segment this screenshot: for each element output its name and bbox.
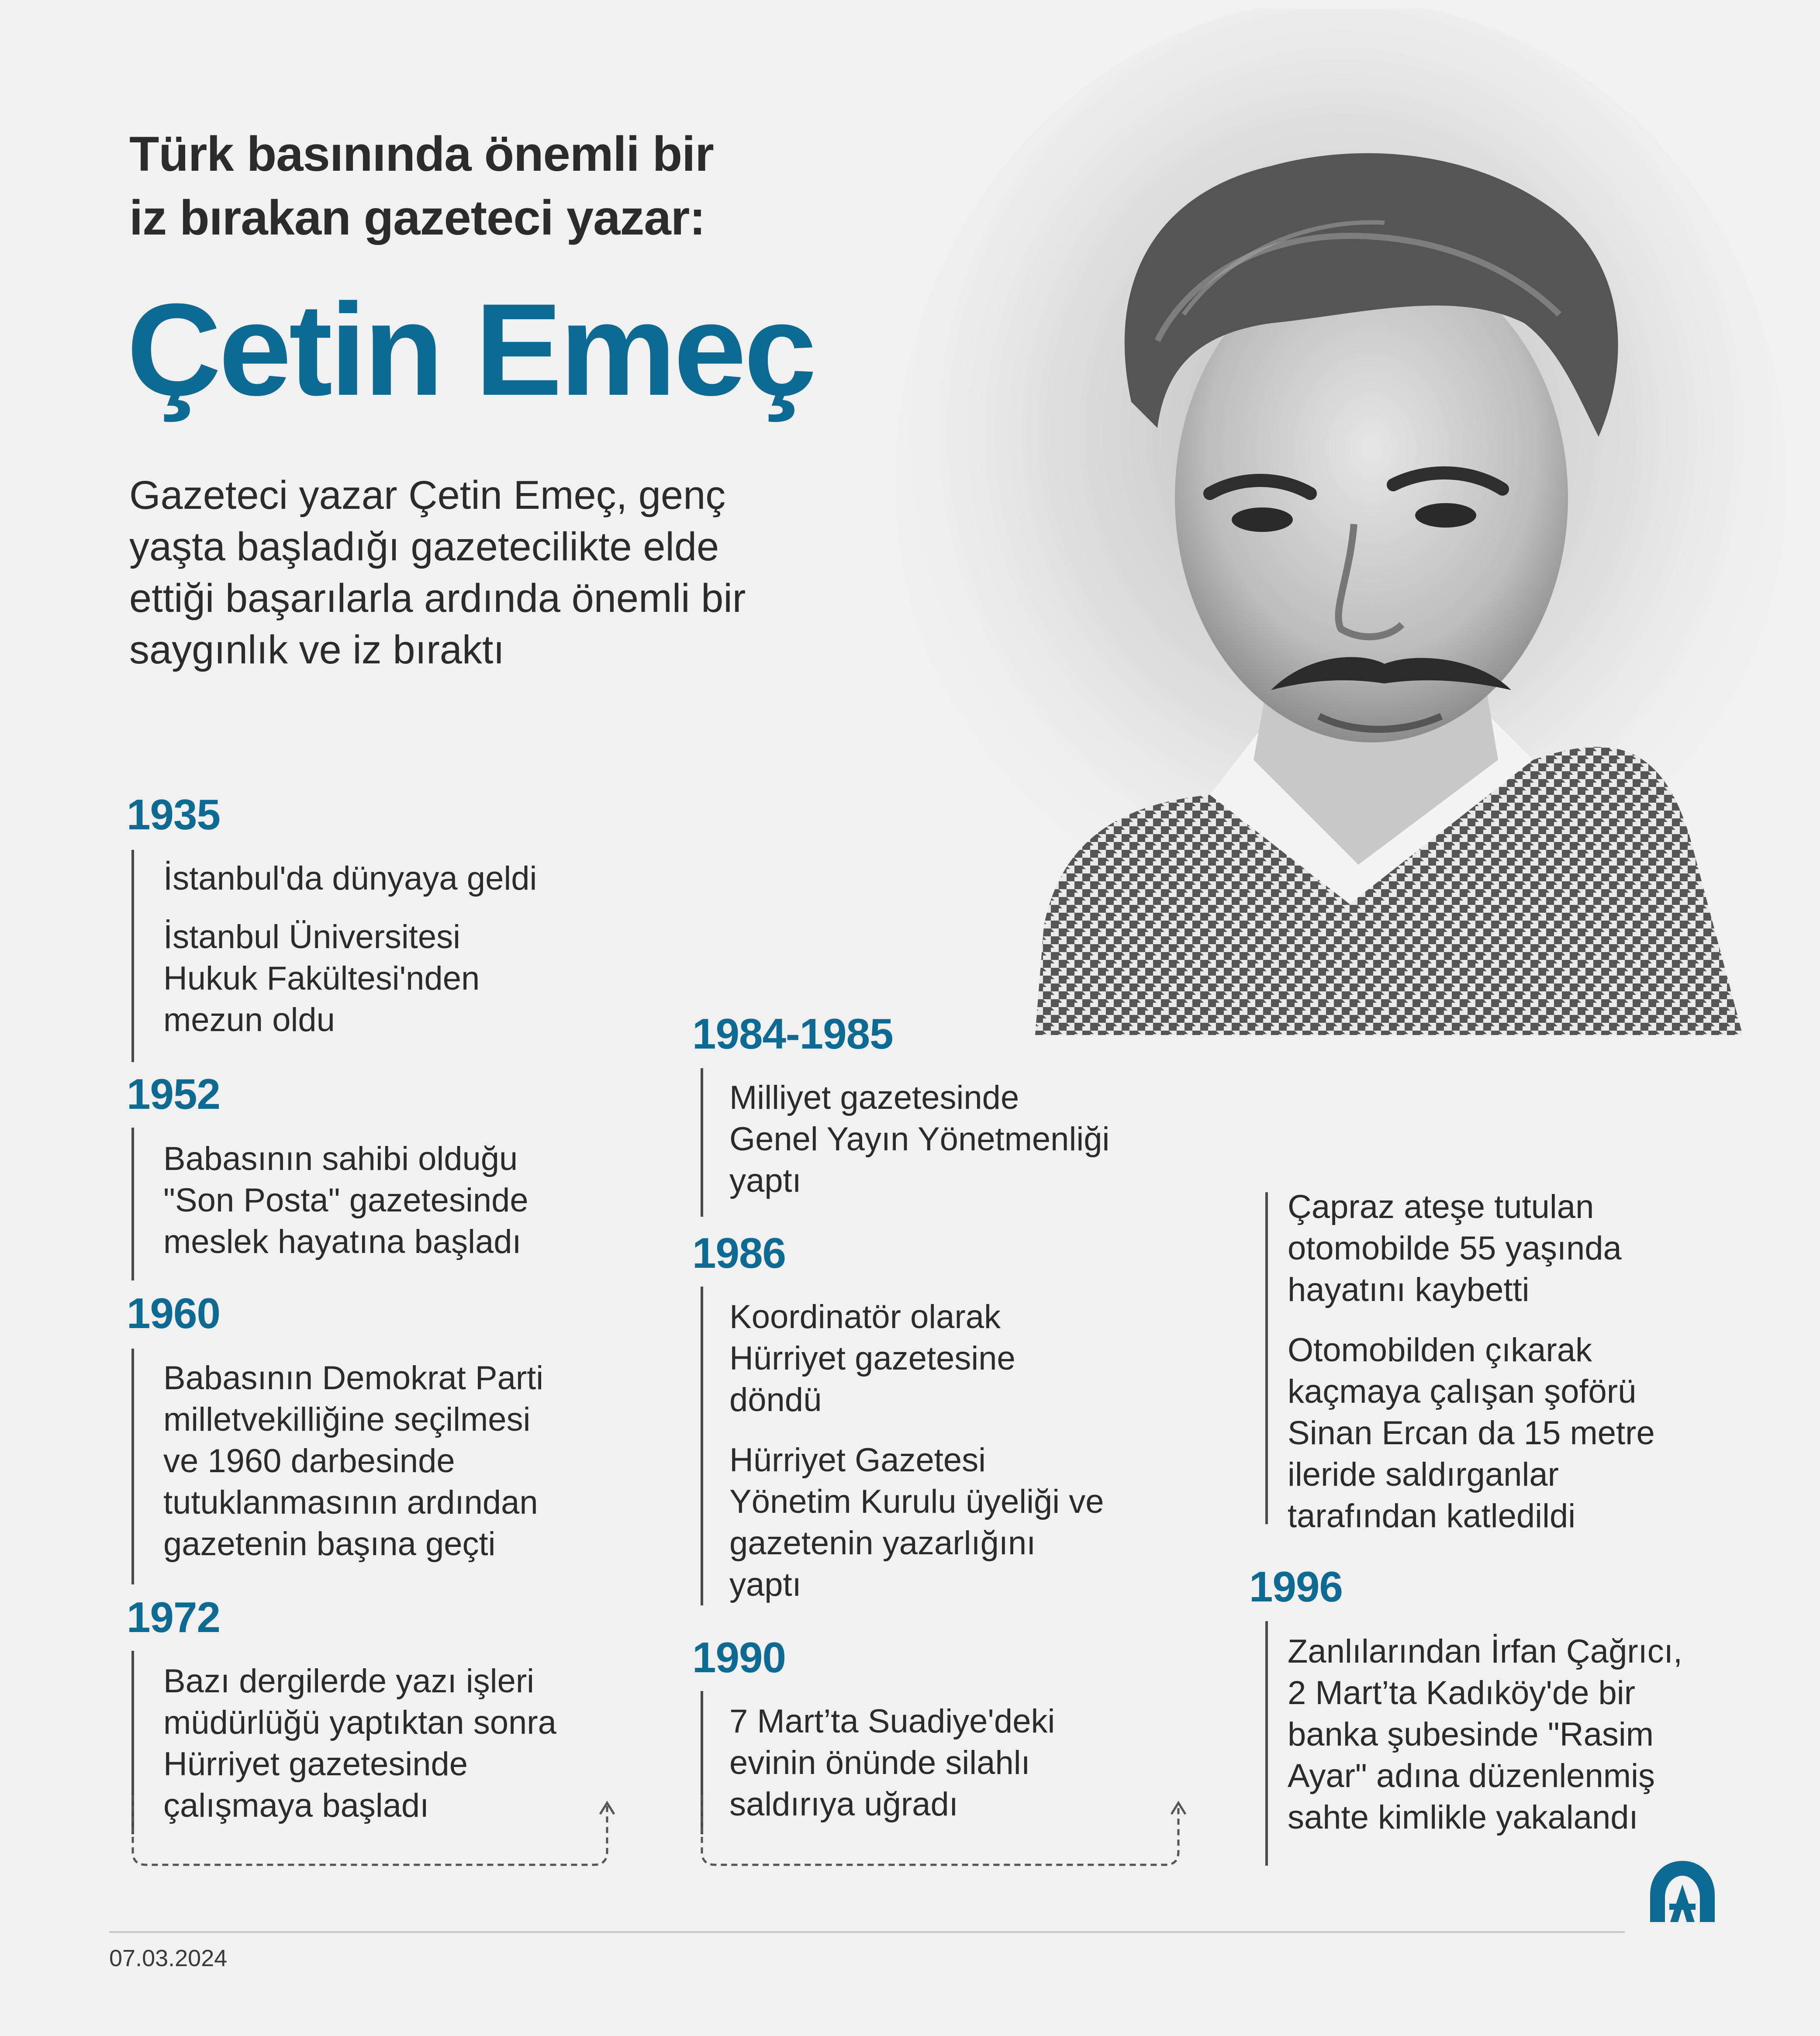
intro-line: yaşta başladığı gazetecilikte elde [129, 525, 719, 569]
aa-logo-icon [1647, 1858, 1717, 1925]
event-line: 2 Mart’ta Kadıköy'de bir [1288, 1674, 1635, 1712]
event-line: mezun oldu [163, 1001, 335, 1039]
event-text [1288, 1186, 1622, 1311]
event-line: meslek hayatına başladı [163, 1223, 521, 1260]
event-line: ileride saldırganlar [1288, 1456, 1559, 1493]
timeline-line [131, 1128, 134, 1280]
event-line: hayatını kaybetti [1288, 1271, 1530, 1308]
event-line: evinin önünde silahlı [729, 1744, 1030, 1781]
year-1990: 1990 [692, 1633, 786, 1681]
event-line: Babasının Demokrat Parti [163, 1360, 544, 1397]
event-line: İstanbul'da dünyaya geldi [163, 860, 537, 897]
publish-date: 07.03.2024 [109, 1945, 228, 1971]
event-line: Ayar" adına düzenlenmiş [1288, 1757, 1655, 1794]
event-text [163, 916, 480, 1041]
event-line: saldırıya uğradı [729, 1786, 958, 1823]
intro-paragraph [129, 469, 811, 676]
event-text [729, 1296, 1015, 1421]
event-text [163, 1138, 528, 1263]
event-line: Yönetim Kurulu üyeliği ve [729, 1483, 1104, 1520]
headline-kicker [129, 122, 828, 250]
year-1996: 1996 [1249, 1563, 1343, 1611]
event-line: Hukuk Fakültesi'nden [163, 960, 480, 997]
event-text [163, 1357, 543, 1565]
event-text [729, 1077, 1109, 1201]
event-line: yaptı [729, 1162, 801, 1199]
event-line: kaçmaya çalışan şoförü [1288, 1373, 1637, 1410]
intro-line: saygınlık ve iz bıraktı [129, 628, 504, 672]
event-text [163, 858, 537, 899]
event-line: sahte kimlikle yakalandı [1288, 1799, 1638, 1836]
intro-line: Gazeteci yazar Çetin Emeç, genç [129, 473, 726, 518]
year-1952: 1952 [127, 1070, 221, 1118]
kicker-line-2: iz bırakan gazeteci yazar: [129, 190, 705, 245]
event-line: Koordinatör olarak [729, 1298, 1001, 1335]
event-line: Çapraz ateşe tutulan [1288, 1188, 1594, 1225]
event-line: müdürlüğü yaptıktan sonra [163, 1704, 556, 1741]
event-line: Bazı dergilerde yazı işleri [163, 1663, 535, 1700]
event-line: Sinan Ercan da 15 metre [1288, 1415, 1655, 1452]
event-line: 7 Mart’ta Suadiye'deki [729, 1703, 1055, 1740]
timeline-line [131, 1349, 134, 1584]
event-line: otomobilde 55 yaşında [1288, 1230, 1622, 1267]
event-line: banka şubesinde "Rasim [1288, 1716, 1654, 1753]
connector-arrow-icon [127, 1795, 629, 1878]
year-1986: 1986 [692, 1229, 786, 1277]
timeline-line [1265, 1621, 1268, 1866]
event-line: "Son Posta" gazetesinde [163, 1182, 528, 1219]
event-line: milletvekilliğine seçilmesi [163, 1401, 531, 1438]
event-line: Hürriyet Gazetesi [729, 1442, 986, 1479]
footer-divider [109, 1931, 1625, 1933]
event-line: gazetenin yazarlığını [729, 1525, 1036, 1562]
event-line: çalışmaya başladı [163, 1787, 429, 1824]
year-1984-1985: 1984-1985 [692, 1010, 893, 1058]
event-text [1288, 1631, 1682, 1838]
intro-line: ettiği başarılarla ardında önemli bir [129, 576, 746, 621]
event-line: Milliyet gazetesinde [729, 1079, 1019, 1116]
year-1972: 1972 [127, 1593, 221, 1641]
year-1935: 1935 [127, 790, 221, 839]
event-line: Otomobilden çıkarak [1288, 1332, 1592, 1369]
event-text [729, 1439, 1104, 1605]
event-text [1288, 1329, 1655, 1537]
event-line: yaptı [729, 1566, 801, 1603]
event-line: Hürriyet gazetesine [729, 1340, 1015, 1377]
event-line: döndü [729, 1381, 822, 1418]
event-line: Zanlılarından İrfan Çağrıcı, [1288, 1633, 1682, 1670]
event-line: tutuklanmasının ardından [163, 1484, 538, 1521]
timeline-line [131, 850, 134, 1062]
timeline-line [701, 1287, 703, 1605]
connector-arrow-icon [696, 1795, 1198, 1878]
kicker-line-1: Türk basınında önemli bir [129, 127, 714, 181]
event-line: ve 1960 darbesinde [163, 1442, 455, 1480]
year-1960: 1960 [127, 1289, 221, 1337]
event-line: tarafından katledildi [1288, 1498, 1576, 1535]
event-line: Babasının sahibi olduğu [163, 1140, 518, 1177]
page-title: Çetin Emeç [127, 276, 814, 423]
event-line: Genel Yayın Yönetmenliği [729, 1121, 1110, 1158]
event-line: İstanbul Üniversitesi [163, 918, 461, 956]
timeline-line [1265, 1192, 1268, 1524]
timeline-line [701, 1068, 703, 1217]
portrait-photo [878, 9, 1813, 1066]
event-line: gazetenin başına geçti [163, 1525, 496, 1563]
event-line: Hürriyet gazetesinde [163, 1746, 468, 1783]
